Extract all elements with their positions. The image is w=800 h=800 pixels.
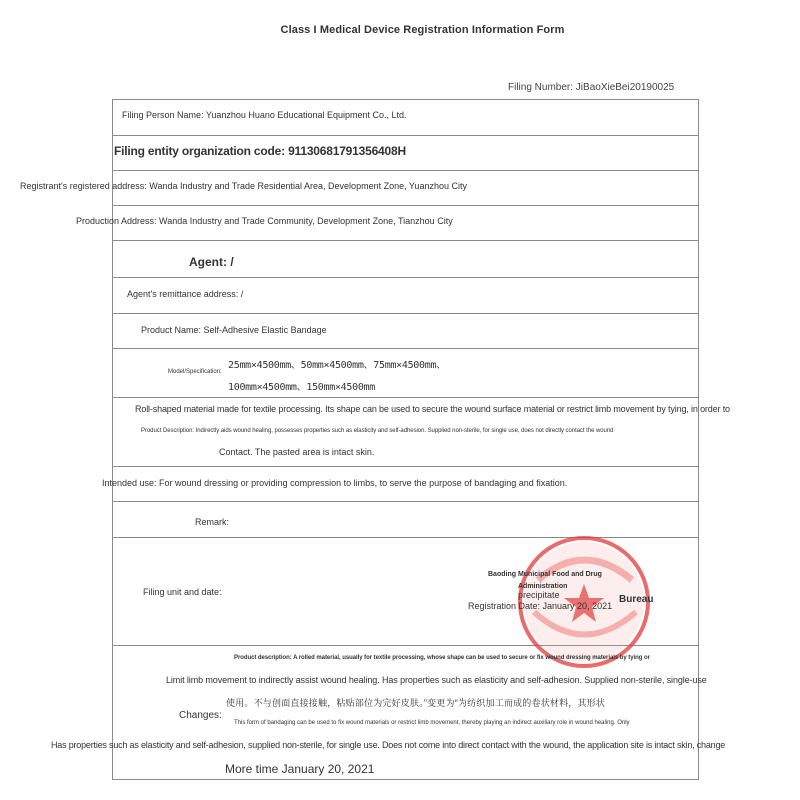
- organization-code: Filing entity organization code: 91130681791356408H: [114, 144, 406, 158]
- product-name: Product Name: Self-Adhesive Elastic Bandage: [141, 325, 327, 335]
- agent-remittance-address: Agent's remittance address: /: [127, 289, 244, 299]
- filing-unit-label: Filing unit and date:: [143, 587, 222, 597]
- row-divider: [112, 135, 699, 136]
- registered-address: Registrant's registered address: Wanda Industry and Trade Residential Area, Development Zone, Yuanzhou City: [20, 181, 467, 191]
- agent: Agent: /: [189, 255, 234, 269]
- changes-line-4: This form of bandaging can be used to fix wound materials or restrict limb movement, thereby playing an indirect auxiliary role in wound healing. Only: [234, 720, 630, 726]
- production-address: Production Address: Wanda Industry and Trade Community, Development Zone, Tianzhou City: [76, 216, 453, 226]
- changes-label: Changes:: [179, 710, 222, 721]
- row-divider: [112, 313, 699, 314]
- filing-person-name: Filing Person Name: Yuanzhou Huano Educational Equipment Co., Ltd.: [122, 110, 407, 120]
- product-description-line-1: Roll-shaped material made for textile processing. Its shape can be used to secure the wound surface material or restrict limb movement by tying, in order to: [135, 404, 730, 414]
- intended-use: Intended use: For wound dressing or providing compression to limbs, to serve the purpose of bandaging and fixation.: [102, 478, 568, 488]
- stamp-text-line-2: Administration: [518, 583, 568, 590]
- product-description-line-2: Product Description: Indirectly aids wound healing, possesses properties such as elasticity and self-adhesion. Supplied non-sterile, for single use, does not directly contact the wound: [141, 428, 614, 434]
- row-divider: [112, 348, 699, 349]
- changes-line-2: Limit limb movement to indirectly assist wound healing. Has properties such as elasticity and self-adhesion. Supplied non-sterile, single-use: [166, 675, 707, 685]
- row-divider: [112, 397, 699, 398]
- stamp-text-line-3: precipitate: [518, 590, 560, 600]
- row-divider: [112, 277, 699, 278]
- model-specification-line-1: 25mm×4500mm、50mm×4500mm、75mm×4500mm、: [228, 360, 446, 371]
- row-divider: [112, 501, 699, 502]
- form-title: Class I Medical Device Registration Information Form: [280, 24, 565, 36]
- model-specification-label: Model/Specification:: [168, 369, 222, 375]
- stamp-bureau: Bureau: [619, 594, 654, 605]
- model-specification-line-2: 100mm×4500mm、150mm×4500mm: [228, 382, 375, 393]
- row-divider: [112, 466, 699, 467]
- changes-line-3: 使用。不与创面直接接触，粘贴部位为完好皮肤。”变更为“为纺织加工而成的卷状材料，其形状: [226, 698, 606, 708]
- stamp-text-line-1: Baoding Municipal Food and Drug: [488, 571, 602, 578]
- changes-line-1: Product description: A rolled material, usually for textile processing, whose shape can be used to secure or fix wound dressing materials by tying or: [234, 655, 650, 661]
- registration-date: Registration Date: January 20, 2021: [468, 601, 613, 611]
- row-divider: [112, 240, 699, 241]
- changes-line-5: Has properties such as elasticity and self-adhesion, supplied non-sterile, for single use. Does not come into direct contact with the wound, the application site is intact skin, change: [51, 740, 726, 750]
- product-description-line-3: Contact. The pasted area is intact skin.: [219, 447, 375, 457]
- changes-line-6: More time January 20, 2021: [225, 762, 375, 776]
- filing-number: Filing Number: JiBaoXieBei20190025: [508, 82, 675, 93]
- row-divider: [112, 170, 699, 171]
- remark: Remark:: [195, 517, 230, 527]
- row-divider: [112, 205, 699, 206]
